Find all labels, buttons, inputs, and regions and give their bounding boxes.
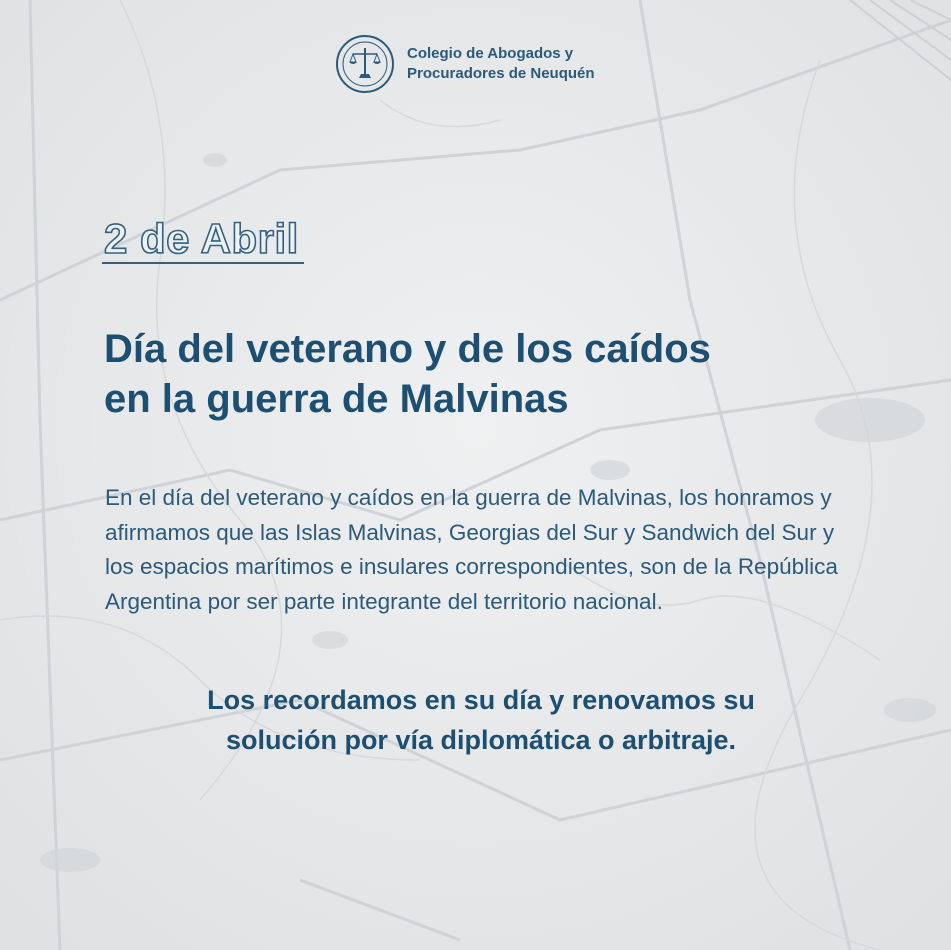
org-name-line1: Colegio de Abogados y bbox=[407, 45, 574, 62]
body-paragraph: En el día del veterano y caídos en la guerra de Malvinas, los honramos y afirmamos que las Islas Malvinas, Georgias del Sur y Sandwich del Sur y los espacios marítimos e insulares correspondientes, son de la República Argentina por ser parte integrante del territorio nacional. bbox=[105, 485, 838, 614]
closing-line1: Los recordamos en su día y renovamos su bbox=[207, 685, 755, 715]
title-line1: Día del veterano y de los caídos bbox=[104, 327, 711, 371]
scales-of-justice-seal-icon bbox=[335, 34, 395, 94]
org-name bbox=[407, 44, 595, 84]
closing-line2: solución por vía diplomática o arbitraje. bbox=[225, 725, 737, 755]
date-heading: 2 de Abril bbox=[104, 215, 299, 262]
date-underline bbox=[102, 262, 304, 264]
brand-header bbox=[335, 34, 595, 94]
page-title bbox=[104, 324, 884, 424]
org-name-line2: Procuradores de Neuquén bbox=[407, 65, 595, 82]
title-line2: en la guerra de Malvinas bbox=[104, 377, 569, 421]
closing-statement bbox=[105, 680, 857, 760]
